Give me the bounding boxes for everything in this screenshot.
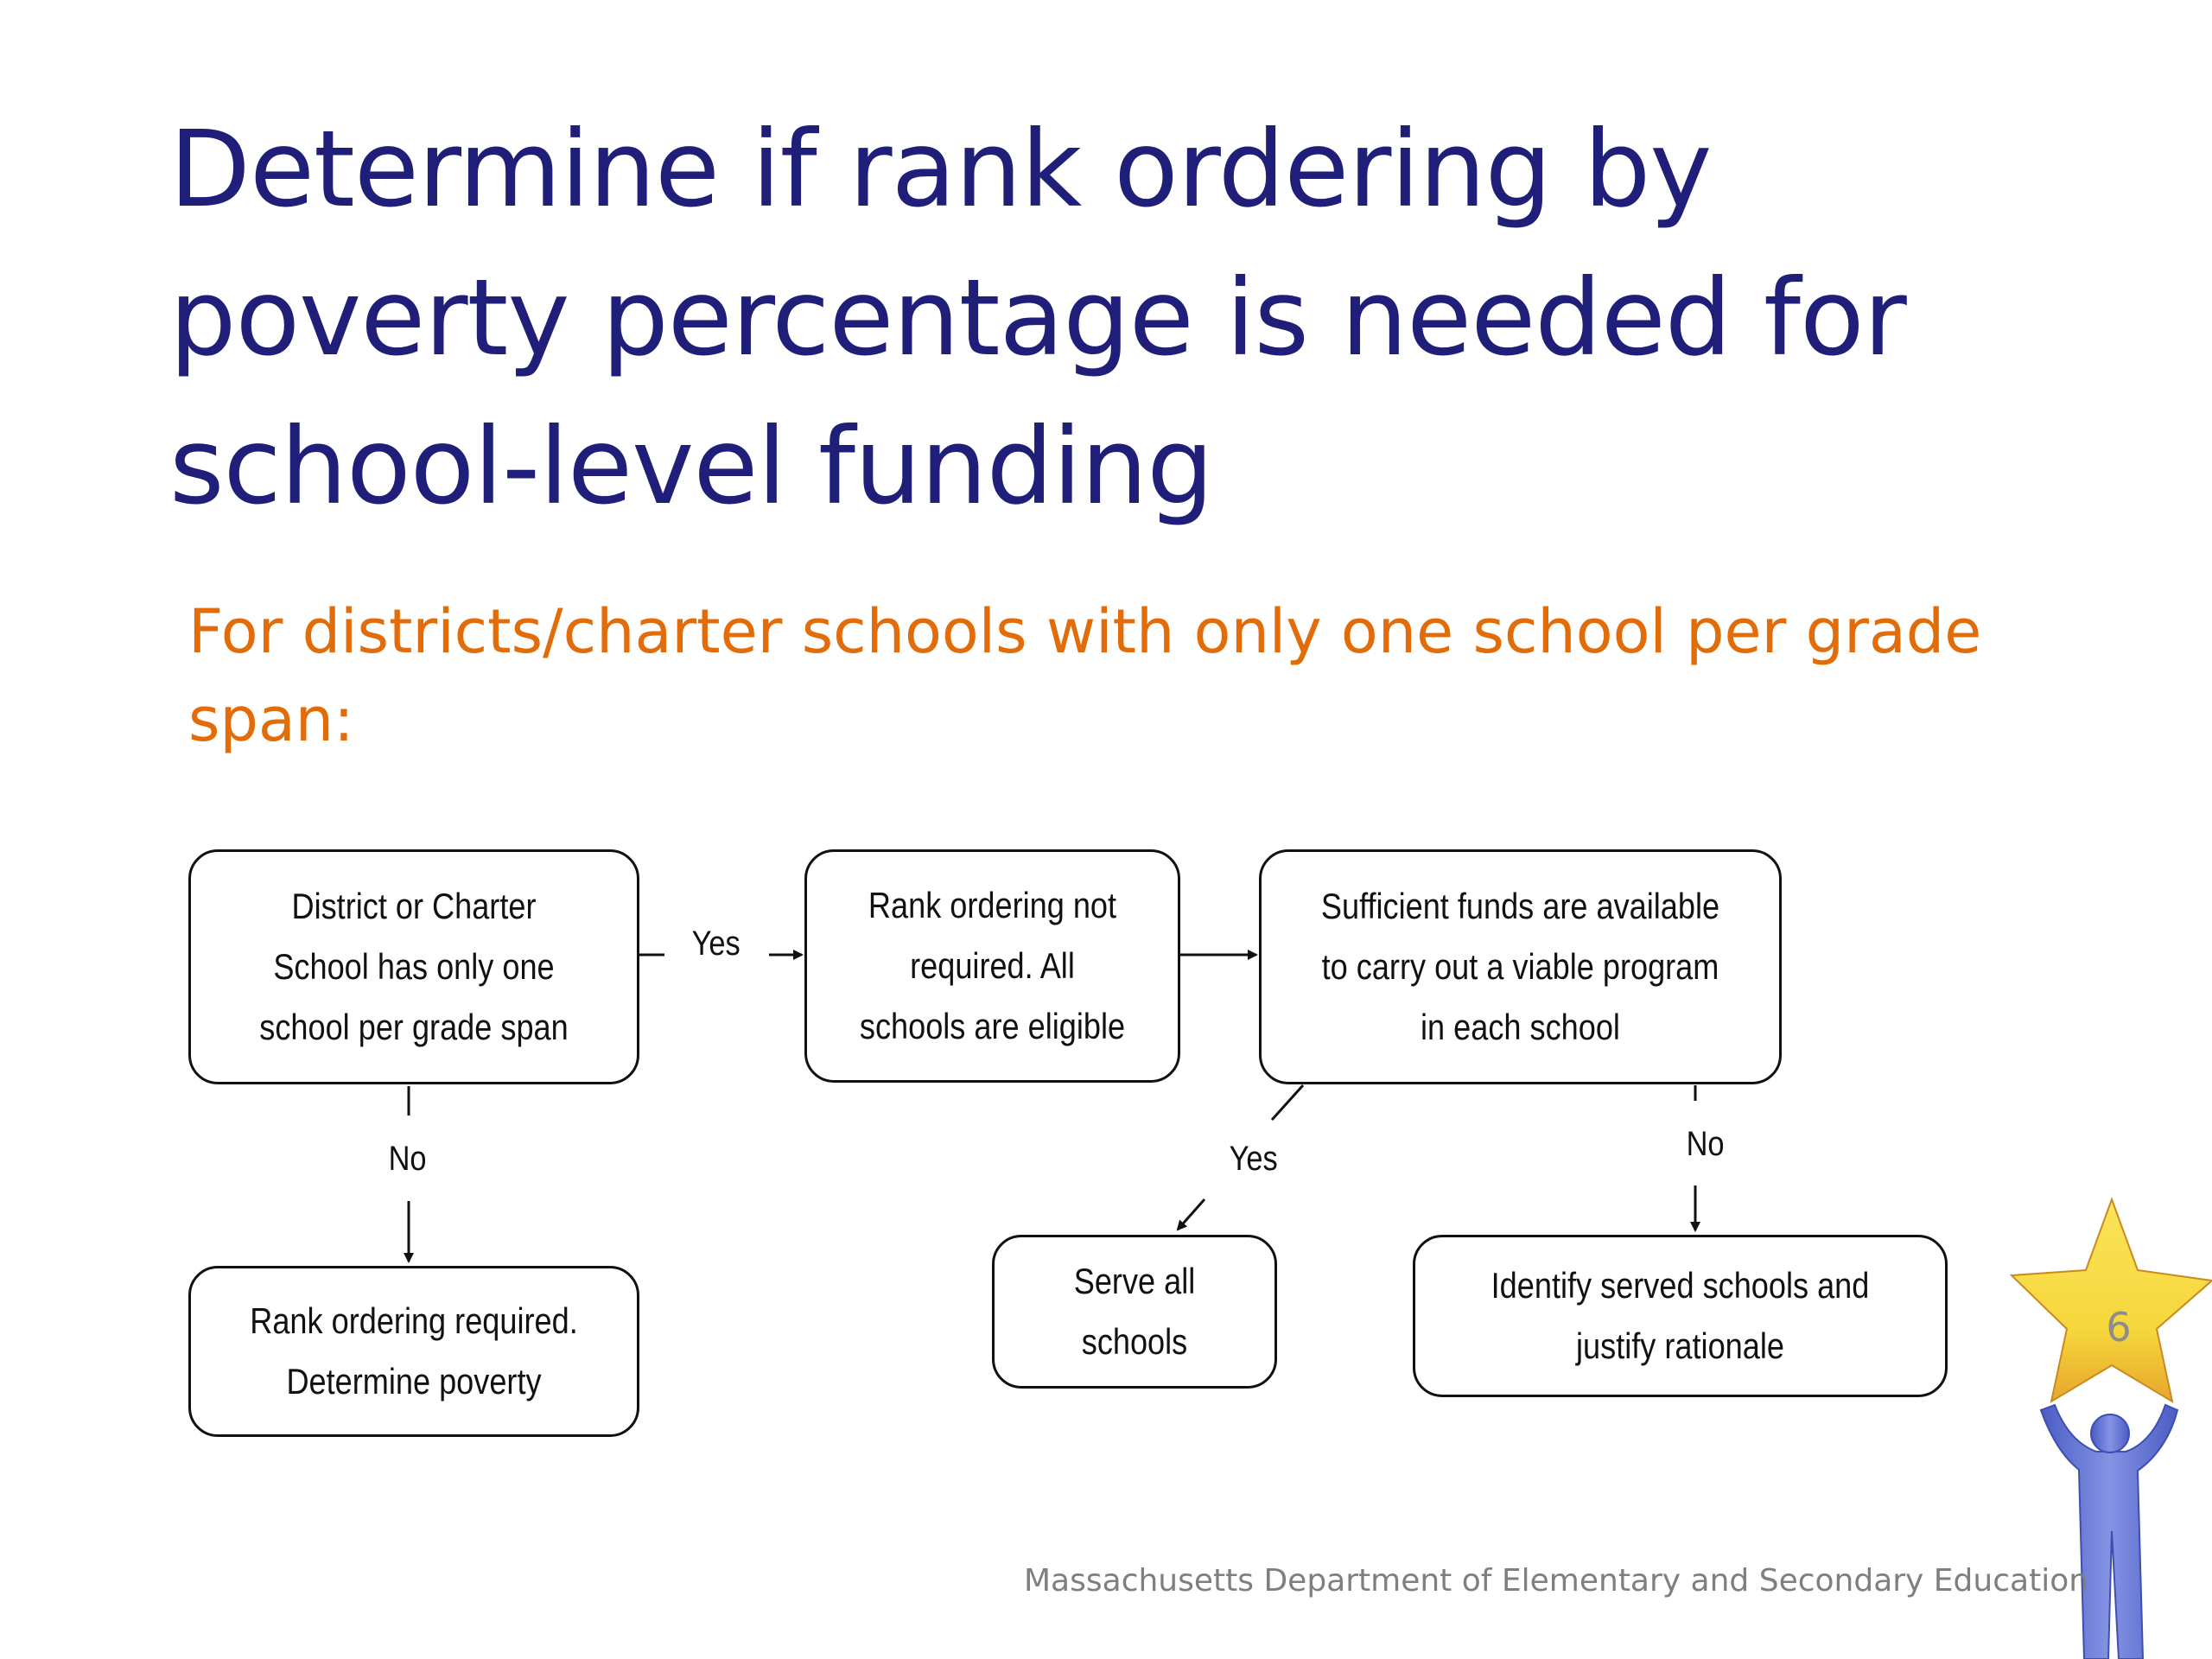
edge-label-funds-yes: Yes [1229, 1140, 1278, 1178]
node-serve-all-text: Serve all schools [1073, 1261, 1196, 1362]
page-number: 6 [2106, 1304, 2132, 1351]
node-rank-not-required [804, 849, 1180, 1083]
slide-subtitle: For districts/charter schools with only one school per grade span: [188, 596, 1982, 755]
footer-organization: Massachusetts Department of Elementary and Secondary Education [1024, 1563, 2089, 1599]
slide-title: Determine if rank ordering by poverty percentage is needed for school-level funding [169, 108, 1906, 528]
node-identify-served [1413, 1235, 1948, 1397]
node-single-school-check [188, 849, 639, 1084]
node-rank-required-text: Rank ordering required. Determine poverty [250, 1300, 578, 1402]
edge-label-start-no: No [388, 1140, 427, 1178]
node-rank-not-required-text: Rank ordering not required. All schools are eligible [859, 885, 1126, 1046]
node-single-school-check-text: District or Charter School has only one school per grade span [259, 886, 569, 1047]
edge-label-funds-no: No [1686, 1125, 1725, 1163]
figure-head [2091, 1414, 2129, 1452]
node-serve-all [992, 1235, 1277, 1389]
node-sufficient-funds-text: Sufficient funds are available to carry out a viable program in each school [1320, 886, 1720, 1047]
edge-label-start-yes: Yes [691, 925, 741, 963]
node-sufficient-funds [1259, 849, 1782, 1084]
star-shape [2012, 1199, 2212, 1402]
node-identify-served-text: Identify served schools and justify rationale [1491, 1265, 1870, 1366]
node-rank-required [188, 1266, 639, 1437]
